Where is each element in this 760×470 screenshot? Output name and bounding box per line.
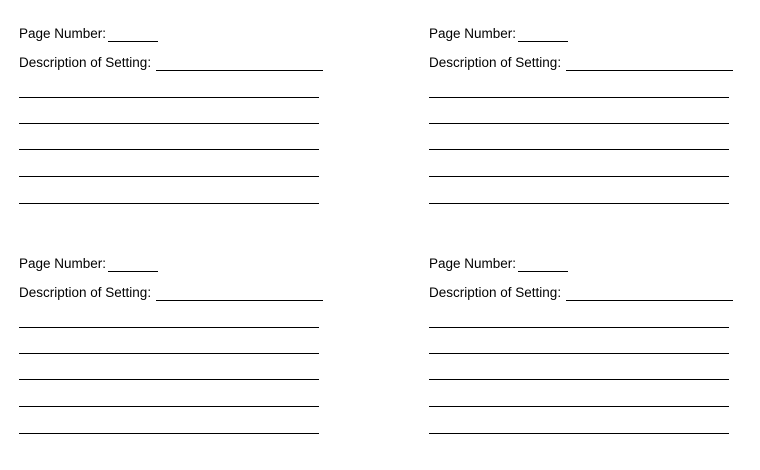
- page-number-label: Page Number:: [429, 256, 517, 271]
- setting-entry-top-right: [429, 25, 759, 240]
- description-blank[interactable]: [156, 300, 323, 301]
- writing-line[interactable]: [19, 406, 319, 407]
- page-number-blank[interactable]: [518, 41, 568, 42]
- writing-line[interactable]: [19, 97, 319, 98]
- page-number-blank[interactable]: [518, 271, 568, 272]
- page-number-label: Page Number:: [429, 26, 517, 41]
- writing-line[interactable]: [429, 149, 729, 150]
- description-label: Description of Setting:: [19, 55, 152, 70]
- writing-line[interactable]: [429, 327, 729, 328]
- writing-line[interactable]: [19, 203, 319, 204]
- writing-line[interactable]: [19, 176, 319, 177]
- writing-line[interactable]: [19, 433, 319, 434]
- writing-line[interactable]: [429, 433, 729, 434]
- writing-line[interactable]: [19, 353, 319, 354]
- writing-line[interactable]: [429, 203, 729, 204]
- description-blank[interactable]: [566, 300, 733, 301]
- setting-entry-bottom-right: [429, 255, 759, 470]
- description-label: Description of Setting:: [429, 55, 562, 70]
- writing-line[interactable]: [19, 379, 319, 380]
- writing-line[interactable]: [429, 353, 729, 354]
- writing-line[interactable]: [19, 123, 319, 124]
- setting-entry-top-left: [19, 25, 349, 240]
- writing-line[interactable]: [429, 406, 729, 407]
- description-blank[interactable]: [566, 70, 733, 71]
- page-number-blank[interactable]: [108, 41, 158, 42]
- writing-line[interactable]: [429, 123, 729, 124]
- writing-line[interactable]: [19, 327, 319, 328]
- description-label: Description of Setting:: [429, 285, 562, 300]
- writing-line[interactable]: [429, 176, 729, 177]
- writing-line[interactable]: [19, 149, 319, 150]
- writing-line[interactable]: [429, 379, 729, 380]
- description-label: Description of Setting:: [19, 285, 152, 300]
- page-number-label: Page Number:: [19, 256, 107, 271]
- writing-line[interactable]: [429, 97, 729, 98]
- description-blank[interactable]: [156, 70, 323, 71]
- page-number-blank[interactable]: [108, 271, 158, 272]
- setting-entry-bottom-left: [19, 255, 349, 470]
- page-number-label: Page Number:: [19, 26, 107, 41]
